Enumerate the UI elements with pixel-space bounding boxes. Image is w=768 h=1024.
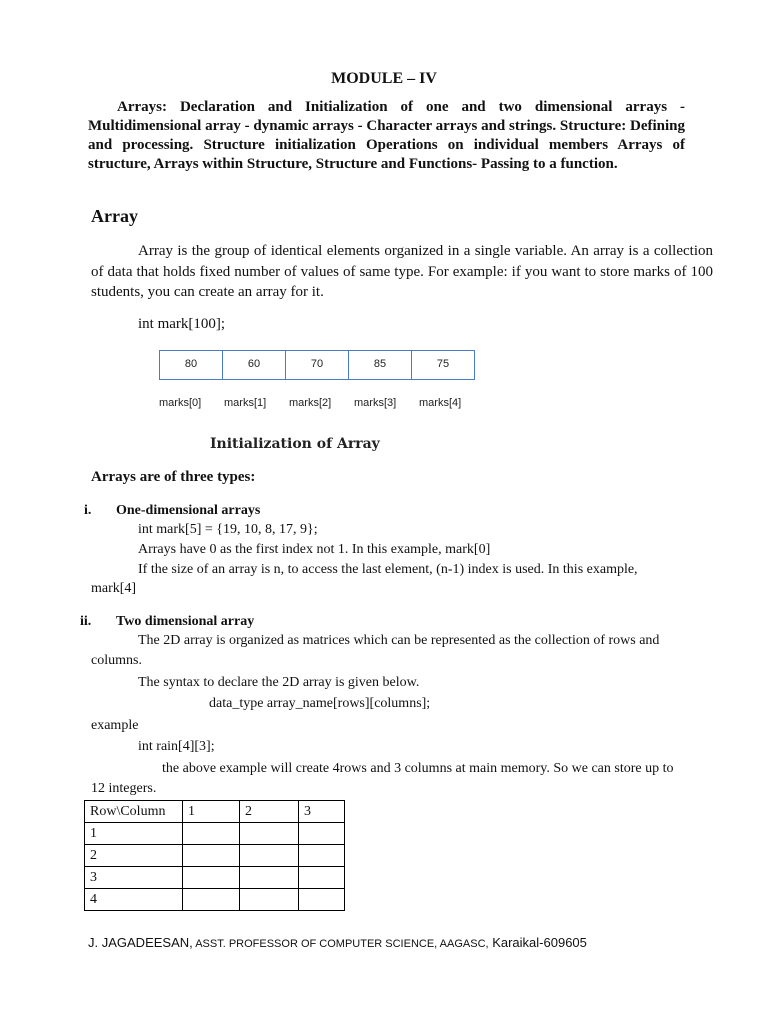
table-header-cell: 3 bbox=[299, 801, 345, 823]
array-index-label: marks[4] bbox=[419, 397, 462, 409]
table-cell bbox=[299, 889, 345, 911]
table-header-cell: 2 bbox=[240, 801, 299, 823]
table-cell bbox=[299, 845, 345, 867]
table-header-cell: 1 bbox=[183, 801, 240, 823]
two-d-syntax: data_type array_name[rows][columns]; bbox=[209, 696, 431, 711]
row-label-cell: 4 bbox=[85, 889, 183, 911]
table-cell bbox=[240, 823, 299, 845]
array-index-label: marks[1] bbox=[224, 397, 267, 409]
row-label-cell: 2 bbox=[85, 845, 183, 867]
table-header-cell: Row\Column bbox=[85, 801, 183, 823]
types-heading: Arrays are of three types: bbox=[91, 469, 256, 485]
table-cell bbox=[240, 889, 299, 911]
footer-author-name: J. JAGADEESAN, bbox=[88, 935, 193, 950]
array-cell: 85 bbox=[348, 350, 412, 380]
table-cell bbox=[299, 823, 345, 845]
syllabus-summary: Arrays: Declaration and Initialization of one and two dimensional arrays - Multidimensional array - dynamic arrays - Character arrays and strings. Structure: Defining and processing. Structure initialization Operations on individual members Arrays of structure, Arrays within Structure, Structure and Functions- Passing to a function. bbox=[88, 99, 685, 172]
array-figure-cells bbox=[159, 350, 475, 380]
row-label-cell: 3 bbox=[85, 867, 183, 889]
page-footer bbox=[88, 935, 587, 950]
list-numeral-ii: ii. bbox=[80, 614, 92, 629]
row-label-cell: 1 bbox=[85, 823, 183, 845]
module-title: MODULE – IV bbox=[331, 70, 437, 87]
table-cell bbox=[240, 845, 299, 867]
two-d-line: The syntax to declare the 2D array is given below. bbox=[138, 675, 420, 690]
one-d-line: Arrays have 0 as the first index not 1. In this example, mark[0] bbox=[138, 542, 491, 557]
example-label: example bbox=[91, 718, 139, 733]
two-d-line: The 2D array is organized as matrices which can be represented as the collection of rows and bbox=[138, 633, 660, 648]
row-column-table bbox=[84, 800, 345, 911]
footer-place: Karaikal-609605 bbox=[488, 935, 587, 950]
array-cell: 75 bbox=[411, 350, 475, 380]
example-code: int rain[4][3]; bbox=[138, 739, 215, 754]
array-index-label: marks[3] bbox=[354, 397, 397, 409]
figure-caption: Initialization of Array bbox=[210, 436, 380, 452]
two-d-line: the above example will create 4rows and 3 columns at main memory. So we can store up to bbox=[162, 761, 674, 776]
two-d-line: 12 integers. bbox=[91, 781, 157, 796]
table-header-row bbox=[85, 801, 345, 823]
table-cell bbox=[240, 867, 299, 889]
one-d-line: mark[4] bbox=[91, 581, 137, 596]
table-row bbox=[85, 867, 345, 889]
table-row bbox=[85, 889, 345, 911]
table-cell bbox=[183, 845, 240, 867]
list-numeral-i: i. bbox=[84, 503, 92, 518]
array-cell: 70 bbox=[285, 350, 349, 380]
table-row bbox=[85, 845, 345, 867]
table-cell bbox=[183, 889, 240, 911]
table-cell bbox=[183, 867, 240, 889]
one-d-heading: One-dimensional arrays bbox=[116, 503, 261, 518]
two-d-line: columns. bbox=[91, 653, 142, 668]
array-index-label: marks[0] bbox=[159, 397, 202, 409]
one-d-line: If the size of an array is n, to access the last element, (n-1) index is used. In this example, bbox=[138, 562, 638, 577]
array-cell: 80 bbox=[159, 350, 223, 380]
table-cell bbox=[183, 823, 240, 845]
table-row bbox=[85, 823, 345, 845]
one-d-code: int mark[5] = {19, 10, 8, 17, 9}; bbox=[138, 522, 318, 537]
array-index-label: marks[2] bbox=[289, 397, 332, 409]
two-d-heading: Two dimensional array bbox=[116, 614, 255, 629]
declaration-code: int mark[100]; bbox=[138, 316, 226, 332]
array-figure-indices bbox=[159, 397, 484, 409]
table-cell bbox=[299, 867, 345, 889]
footer-details: ASST. PROFESSOR OF COMPUTER SCIENCE, AAGASC, bbox=[192, 938, 489, 950]
section-heading-array: Array bbox=[91, 206, 138, 226]
array-intro-paragraph: Array is the group of identical elements organized in a single variable. An array is a collection of data that holds fixed number of values of same type. For example: if you want to store marks of 100 students, you can create an array for it. bbox=[91, 243, 713, 300]
array-cell: 60 bbox=[222, 350, 286, 380]
